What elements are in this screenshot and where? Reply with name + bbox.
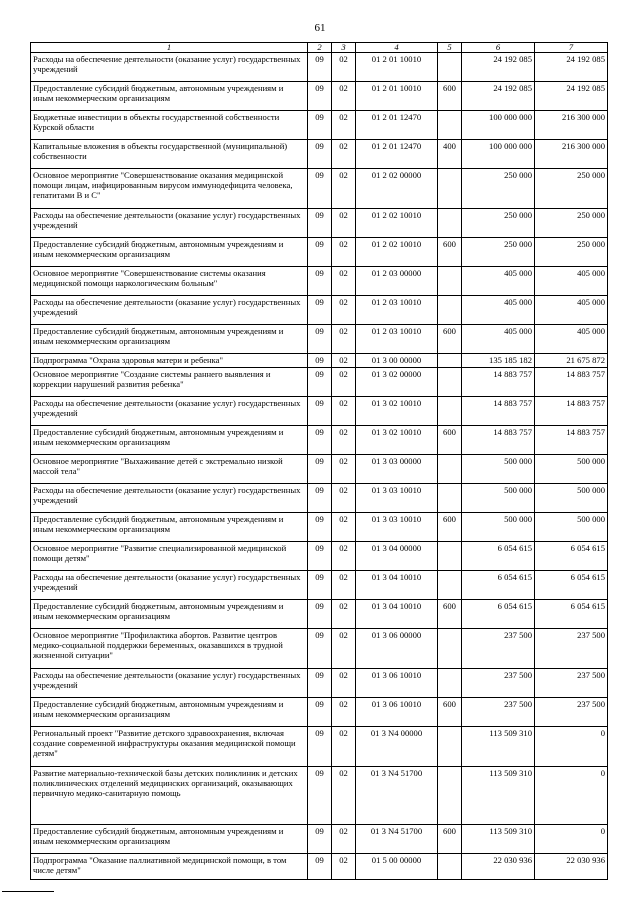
amount-year-1: 113 509 310 — [462, 825, 535, 854]
table-row — [31, 296, 608, 325]
amount-year-2: 216 300 000 — [535, 111, 608, 140]
row-name: Капитальные вложения в объекты государственной (муниципальной) собственности — [31, 140, 308, 169]
amount-year-1: 6 054 615 — [462, 600, 535, 629]
amount-year-2: 250 000 — [535, 169, 608, 209]
table-row — [31, 426, 608, 455]
row-name: Предоставление субсидий бюджетным, автономным учреждениям и иным некоммерческим организациям — [31, 825, 308, 854]
amount-year-2: 14 883 757 — [535, 397, 608, 426]
header-cell: 3 — [332, 43, 356, 53]
expense-type-code — [438, 354, 462, 368]
amount-year-2: 250 000 — [535, 209, 608, 238]
subsection-code: 02 — [332, 629, 356, 669]
row-name: Расходы на обеспечение деятельности (оказание услуг) государственных учреждений — [31, 296, 308, 325]
row-name: Расходы на обеспечение деятельности (оказание услуг) государственных учреждений — [31, 209, 308, 238]
subsection-code: 02 — [332, 484, 356, 513]
amount-year-2: 0 — [535, 825, 608, 854]
table-row — [31, 267, 608, 296]
subsection-code: 02 — [332, 669, 356, 698]
table-row — [31, 825, 608, 854]
amount-year-1: 500 000 — [462, 455, 535, 484]
expense-type-code — [438, 629, 462, 669]
section-code: 09 — [308, 296, 332, 325]
target-article-code: 01 3 04 00000 — [356, 542, 438, 571]
amount-year-1: 500 000 — [462, 513, 535, 542]
amount-year-2: 500 000 — [535, 455, 608, 484]
section-code: 09 — [308, 238, 332, 267]
row-name: Расходы на обеспечение деятельности (оказание услуг) государственных учреждений — [31, 53, 308, 82]
target-article-code: 01 3 06 00000 — [356, 629, 438, 669]
amount-year-1: 24 192 085 — [462, 53, 535, 82]
amount-year-2: 6 054 615 — [535, 542, 608, 571]
target-article-code: 01 2 02 10010 — [356, 209, 438, 238]
row-name: Основное мероприятие "Совершенствование оказания медицинской помощи лицам, инфицированным вирусом иммунодефицита человека, гепатитами В и С" — [31, 169, 308, 209]
header-cell: 5 — [438, 43, 462, 53]
section-code: 09 — [308, 209, 332, 238]
amount-year-2: 237 500 — [535, 669, 608, 698]
row-name: Развитие материально-технической базы детских поликлиник и детских поликлинических отделений медицинских организаций, оказывающих первичную медико-санитарную помощь — [31, 767, 308, 825]
amount-year-2: 24 192 085 — [535, 53, 608, 82]
table-row — [31, 727, 608, 767]
table-row — [31, 629, 608, 669]
expense-type-code — [438, 397, 462, 426]
subsection-code: 02 — [332, 140, 356, 169]
table-row — [31, 455, 608, 484]
subsection-code: 02 — [332, 354, 356, 368]
table-header-row — [31, 43, 608, 53]
section-code: 09 — [308, 354, 332, 368]
target-article-code: 01 3 02 10010 — [356, 397, 438, 426]
table-row — [31, 767, 608, 825]
target-article-code: 01 3 06 10010 — [356, 698, 438, 727]
row-name: Расходы на обеспечение деятельности (оказание услуг) государственных учреждений — [31, 571, 308, 600]
row-name: Предоставление субсидий бюджетным, автономным учреждениям и иным некоммерческим организациям — [31, 82, 308, 111]
section-code: 09 — [308, 629, 332, 669]
table-body — [31, 53, 608, 880]
subsection-code: 02 — [332, 296, 356, 325]
amount-year-1: 100 000 000 — [462, 140, 535, 169]
target-article-code: 01 2 01 12470 — [356, 111, 438, 140]
expense-type-code: 600 — [438, 825, 462, 854]
amount-year-1: 100 000 000 — [462, 111, 535, 140]
target-article-code: 01 2 02 10010 — [356, 238, 438, 267]
row-name: Предоставление субсидий бюджетным, автономным учреждениям и иным некоммерческим организациям — [31, 325, 308, 354]
section-code: 09 — [308, 542, 332, 571]
header-cell: 2 — [308, 43, 332, 53]
header-cell: 7 — [535, 43, 608, 53]
row-name: Подпрограмма "Охрана здоровья матери и ребенка" — [31, 354, 308, 368]
amount-year-1: 135 185 182 — [462, 354, 535, 368]
expense-type-code: 600 — [438, 426, 462, 455]
header-cell: 1 — [31, 43, 308, 53]
row-name: Расходы на обеспечение деятельности (оказание услуг) государственных учреждений — [31, 397, 308, 426]
section-code: 09 — [308, 111, 332, 140]
amount-year-1: 250 000 — [462, 169, 535, 209]
amount-year-2: 216 300 000 — [535, 140, 608, 169]
page-number: 61 — [314, 22, 326, 34]
section-code: 09 — [308, 571, 332, 600]
amount-year-1: 500 000 — [462, 484, 535, 513]
subsection-code: 02 — [332, 542, 356, 571]
section-code: 09 — [308, 513, 332, 542]
section-code: 09 — [308, 669, 332, 698]
table-row — [31, 854, 608, 880]
row-name: Основное мероприятие "Создание системы раннего выявления и коррекции нарушений развития ребенка" — [31, 368, 308, 397]
table-row — [31, 600, 608, 629]
table-row — [31, 542, 608, 571]
row-name: Расходы на обеспечение деятельности (оказание услуг) государственных учреждений — [31, 669, 308, 698]
subsection-code: 02 — [332, 727, 356, 767]
target-article-code: 01 2 03 00000 — [356, 267, 438, 296]
expense-type-code — [438, 455, 462, 484]
amount-year-2: 500 000 — [535, 484, 608, 513]
subsection-code: 02 — [332, 698, 356, 727]
row-name: Предоставление субсидий бюджетным, автономным учреждениям и иным некоммерческим организациям — [31, 698, 308, 727]
amount-year-1: 6 054 615 — [462, 571, 535, 600]
expense-type-code: 600 — [438, 325, 462, 354]
expense-type-code — [438, 169, 462, 209]
row-name: Предоставление субсидий бюджетным, автономным учреждениям и иным некоммерческим организациям — [31, 513, 308, 542]
amount-year-2: 405 000 — [535, 325, 608, 354]
table-row — [31, 354, 608, 368]
row-name: Расходы на обеспечение деятельности (оказание услуг) государственных учреждений — [31, 484, 308, 513]
target-article-code: 01 2 02 00000 — [356, 169, 438, 209]
section-code: 09 — [308, 426, 332, 455]
row-name: Основное мероприятие "Совершенствование системы оказания медицинской помощи наркологическим больным" — [31, 267, 308, 296]
table-row — [31, 111, 608, 140]
row-name: Подпрограмма "Оказание паллиативной медицинской помощи, в том числе детям" — [31, 854, 308, 880]
expense-type-code — [438, 209, 462, 238]
expense-type-code: 600 — [438, 600, 462, 629]
subsection-code: 02 — [332, 854, 356, 880]
subsection-code: 02 — [332, 571, 356, 600]
table-row — [31, 325, 608, 354]
subsection-code: 02 — [332, 513, 356, 542]
row-name: Бюджетные инвестиции в объекты государственной собственности Курской области — [31, 111, 308, 140]
amount-year-1: 405 000 — [462, 325, 535, 354]
table-row — [31, 698, 608, 727]
header-cell: 4 — [356, 43, 438, 53]
target-article-code: 01 3 N4 00000 — [356, 727, 438, 767]
amount-year-1: 14 883 757 — [462, 368, 535, 397]
subsection-code: 02 — [332, 169, 356, 209]
section-code: 09 — [308, 698, 332, 727]
amount-year-1: 14 883 757 — [462, 397, 535, 426]
amount-year-2: 0 — [535, 727, 608, 767]
table-row — [31, 669, 608, 698]
section-code: 09 — [308, 325, 332, 354]
amount-year-1: 405 000 — [462, 296, 535, 325]
amount-year-2: 237 500 — [535, 698, 608, 727]
row-name: Основное мероприятие "Выхаживание детей с экстремально низкой массой тела" — [31, 455, 308, 484]
row-name: Предоставление субсидий бюджетным, автономным учреждениям и иным некоммерческим организациям — [31, 238, 308, 267]
row-name: Основное мероприятие "Профилактика абортов. Развитие центров медико-социальной поддержки беременных, оказавшихся в трудной жизненной ситуации" — [31, 629, 308, 669]
amount-year-1: 237 500 — [462, 698, 535, 727]
amount-year-2: 6 054 615 — [535, 571, 608, 600]
amount-year-1: 250 000 — [462, 238, 535, 267]
section-code: 09 — [308, 267, 332, 296]
target-article-code: 01 3 00 00000 — [356, 354, 438, 368]
target-article-code: 01 3 03 10010 — [356, 484, 438, 513]
row-name: Предоставление субсидий бюджетным, автономным учреждениям и иным некоммерческим организациям — [31, 600, 308, 629]
table-row — [31, 513, 608, 542]
row-name: Основное мероприятие "Развитие специализированной медицинской помощи детям" — [31, 542, 308, 571]
subsection-code: 02 — [332, 111, 356, 140]
section-code: 09 — [308, 368, 332, 397]
amount-year-1: 14 883 757 — [462, 426, 535, 455]
target-article-code: 01 3 04 10010 — [356, 571, 438, 600]
section-code: 09 — [308, 854, 332, 880]
row-name: Региональный проект "Развитие детского здравоохранения, включая создание современной инфраструктуры оказания медицинской помощи детям" — [31, 727, 308, 767]
expense-type-code: 400 — [438, 140, 462, 169]
amount-year-2: 250 000 — [535, 238, 608, 267]
target-article-code: 01 3 03 10010 — [356, 513, 438, 542]
amount-year-1: 113 509 310 — [462, 767, 535, 825]
expense-type-code: 600 — [438, 82, 462, 111]
footnote-divider — [2, 891, 54, 892]
subsection-code: 02 — [332, 767, 356, 825]
target-article-code: 01 2 03 10010 — [356, 325, 438, 354]
target-article-code: 01 3 02 10010 — [356, 426, 438, 455]
section-code: 09 — [308, 82, 332, 111]
section-code: 09 — [308, 140, 332, 169]
subsection-code: 02 — [332, 825, 356, 854]
section-code: 09 — [308, 169, 332, 209]
amount-year-2: 24 192 085 — [535, 82, 608, 111]
target-article-code: 01 3 N4 51700 — [356, 825, 438, 854]
expense-type-code — [438, 767, 462, 825]
target-article-code: 01 3 03 00000 — [356, 455, 438, 484]
amount-year-1: 405 000 — [462, 267, 535, 296]
amount-year-2: 237 500 — [535, 629, 608, 669]
subsection-code: 02 — [332, 325, 356, 354]
subsection-code: 02 — [332, 82, 356, 111]
table-row — [31, 238, 608, 267]
section-code: 09 — [308, 600, 332, 629]
target-article-code: 01 3 02 00000 — [356, 368, 438, 397]
table-row — [31, 484, 608, 513]
section-code: 09 — [308, 397, 332, 426]
expense-type-code — [438, 854, 462, 880]
table-row — [31, 368, 608, 397]
amount-year-1: 250 000 — [462, 209, 535, 238]
budget-table — [30, 42, 608, 880]
amount-year-2: 14 883 757 — [535, 368, 608, 397]
section-code: 09 — [308, 53, 332, 82]
amount-year-1: 237 500 — [462, 669, 535, 698]
table-row — [31, 140, 608, 169]
amount-year-2: 6 054 615 — [535, 600, 608, 629]
amount-year-1: 22 030 936 — [462, 854, 535, 880]
amount-year-2: 22 030 936 — [535, 854, 608, 880]
expense-type-code: 600 — [438, 513, 462, 542]
section-code: 09 — [308, 727, 332, 767]
subsection-code: 02 — [332, 426, 356, 455]
target-article-code: 01 3 N4 51700 — [356, 767, 438, 825]
table-row — [31, 571, 608, 600]
subsection-code: 02 — [332, 600, 356, 629]
row-name: Предоставление субсидий бюджетным, автономным учреждениям и иным некоммерческим организациям — [31, 426, 308, 455]
amount-year-2: 500 000 — [535, 513, 608, 542]
expense-type-code — [438, 267, 462, 296]
expense-type-code — [438, 727, 462, 767]
target-article-code: 01 5 00 00000 — [356, 854, 438, 880]
amount-year-2: 21 675 872 — [535, 354, 608, 368]
subsection-code: 02 — [332, 267, 356, 296]
amount-year-2: 405 000 — [535, 296, 608, 325]
expense-type-code — [438, 111, 462, 140]
subsection-code: 02 — [332, 368, 356, 397]
amount-year-1: 6 054 615 — [462, 542, 535, 571]
expense-type-code — [438, 669, 462, 698]
expense-type-code — [438, 368, 462, 397]
section-code: 09 — [308, 484, 332, 513]
expense-type-code — [438, 53, 462, 82]
table-row — [31, 82, 608, 111]
table-row — [31, 169, 608, 209]
section-code: 09 — [308, 455, 332, 484]
expense-type-code — [438, 571, 462, 600]
expense-type-code: 600 — [438, 698, 462, 727]
expense-type-code — [438, 484, 462, 513]
table-row — [31, 209, 608, 238]
table-row — [31, 53, 608, 82]
target-article-code: 01 2 01 10010 — [356, 53, 438, 82]
amount-year-1: 113 509 310 — [462, 727, 535, 767]
subsection-code: 02 — [332, 209, 356, 238]
subsection-code: 02 — [332, 397, 356, 426]
expense-type-code: 600 — [438, 238, 462, 267]
amount-year-2: 0 — [535, 767, 608, 825]
expense-type-code — [438, 296, 462, 325]
section-code: 09 — [308, 825, 332, 854]
amount-year-2: 14 883 757 — [535, 426, 608, 455]
subsection-code: 02 — [332, 238, 356, 267]
amount-year-1: 24 192 085 — [462, 82, 535, 111]
section-code: 09 — [308, 767, 332, 825]
target-article-code: 01 3 04 10010 — [356, 600, 438, 629]
target-article-code: 01 3 06 10010 — [356, 669, 438, 698]
expense-type-code — [438, 542, 462, 571]
table-row — [31, 397, 608, 426]
target-article-code: 01 2 01 10010 — [356, 82, 438, 111]
header-cell: 6 — [462, 43, 535, 53]
target-article-code: 01 2 01 12470 — [356, 140, 438, 169]
amount-year-2: 405 000 — [535, 267, 608, 296]
subsection-code: 02 — [332, 455, 356, 484]
target-article-code: 01 2 03 10010 — [356, 296, 438, 325]
amount-year-1: 237 500 — [462, 629, 535, 669]
subsection-code: 02 — [332, 53, 356, 82]
